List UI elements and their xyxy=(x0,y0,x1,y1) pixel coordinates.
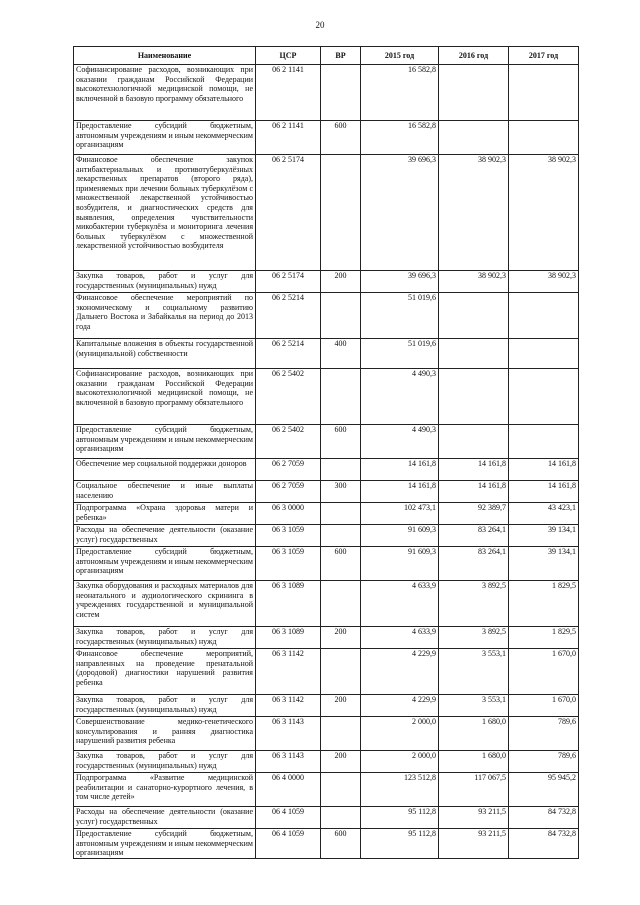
table-row xyxy=(74,751,579,773)
cell-y2017: 789,6 xyxy=(509,717,579,751)
cell-y2016: 92 389,7 xyxy=(439,503,509,525)
cell-y2015: 39 696,3 xyxy=(361,155,439,271)
cell-y2016: 3 892,5 xyxy=(439,581,509,627)
cell-csr: 06 3 1143 xyxy=(256,717,321,751)
cell-name: Закупка товаров, работ и услуг для государственных (муниципальных) нужд xyxy=(74,627,256,649)
header-2016: 2016 год xyxy=(439,47,509,65)
cell-y2017: 1 829,5 xyxy=(509,627,579,649)
cell-y2017 xyxy=(509,425,579,459)
cell-csr: 06 2 1141 xyxy=(256,121,321,155)
header-name: Наименование xyxy=(74,47,256,65)
table-row xyxy=(74,717,579,751)
cell-y2015: 123 512,8 xyxy=(361,773,439,807)
table-row xyxy=(74,581,579,627)
cell-vr: 200 xyxy=(321,271,361,293)
cell-csr: 06 3 1142 xyxy=(256,649,321,695)
cell-name: Подпрограмма «Охрана здоровья матери и ребенка» xyxy=(74,503,256,525)
table-row xyxy=(74,807,579,829)
cell-y2017: 84 732,8 xyxy=(509,807,579,829)
cell-y2016: 83 264,1 xyxy=(439,525,509,547)
cell-y2016 xyxy=(439,121,509,155)
cell-y2016: 14 161,8 xyxy=(439,481,509,503)
cell-csr: 06 2 5214 xyxy=(256,293,321,339)
cell-name: Закупка оборудования и расходных материалов для неонатального и аудиологического скрининга в учреждениях государственной и муниципальной систем xyxy=(74,581,256,627)
cell-y2017 xyxy=(509,65,579,121)
cell-y2016 xyxy=(439,65,509,121)
cell-y2016: 117 067,5 xyxy=(439,773,509,807)
cell-name: Софинансирование расходов, возникающих при оказании гражданам Российской Федерации высокотехнологичной медицинской помощи, не включенной в базовую программу обязательного xyxy=(74,65,256,121)
cell-csr: 06 3 1142 xyxy=(256,695,321,717)
table-row xyxy=(74,649,579,695)
table-row xyxy=(74,773,579,807)
cell-vr xyxy=(321,369,361,425)
cell-vr xyxy=(321,459,361,481)
cell-name: Предоставление субсидий бюджетным, автономным учреждениям и иным некоммерческим организациям xyxy=(74,121,256,155)
table-row xyxy=(74,271,579,293)
cell-y2015: 14 161,8 xyxy=(361,459,439,481)
table-row xyxy=(74,547,579,581)
cell-y2015: 4 229,9 xyxy=(361,695,439,717)
cell-name: Закупка товаров, работ и услуг для государственных (муниципальных) нужд xyxy=(74,695,256,717)
cell-csr: 06 4 1059 xyxy=(256,829,321,859)
cell-y2017: 1 670,0 xyxy=(509,695,579,717)
cell-vr: 600 xyxy=(321,121,361,155)
cell-y2016: 93 211,5 xyxy=(439,807,509,829)
cell-csr: 06 3 0000 xyxy=(256,503,321,525)
cell-y2017: 95 945,2 xyxy=(509,773,579,807)
cell-vr: 600 xyxy=(321,425,361,459)
cell-name: Закупка товаров, работ и услуг для государственных (муниципальных) нужд xyxy=(74,751,256,773)
cell-csr: 06 2 5174 xyxy=(256,271,321,293)
cell-y2016: 1 680,0 xyxy=(439,717,509,751)
cell-name: Софинансирование расходов, возникающих при оказании гражданам Российской Федерации высокотехнологичной медицинской помощи, не включенной в базовую программу обязательного xyxy=(74,369,256,425)
cell-csr: 06 3 1143 xyxy=(256,751,321,773)
cell-csr: 06 4 1059 xyxy=(256,807,321,829)
cell-y2017: 14 161,8 xyxy=(509,481,579,503)
cell-y2016: 3 553,1 xyxy=(439,649,509,695)
table-row xyxy=(74,829,579,859)
cell-vr xyxy=(321,65,361,121)
cell-y2017: 39 134,1 xyxy=(509,547,579,581)
cell-y2017: 84 732,8 xyxy=(509,829,579,859)
cell-y2016 xyxy=(439,369,509,425)
table-row xyxy=(74,65,579,121)
cell-y2017: 39 134,1 xyxy=(509,525,579,547)
cell-vr xyxy=(321,525,361,547)
cell-name: Расходы на обеспечение деятельности (оказание услуг) государственных xyxy=(74,525,256,547)
table-row xyxy=(74,339,579,369)
cell-y2017 xyxy=(509,339,579,369)
budget-table xyxy=(73,46,579,859)
cell-vr: 200 xyxy=(321,695,361,717)
table-row xyxy=(74,627,579,649)
cell-y2015: 4 229,9 xyxy=(361,649,439,695)
cell-y2016: 83 264,1 xyxy=(439,547,509,581)
cell-csr: 06 2 5214 xyxy=(256,339,321,369)
cell-csr: 06 2 5402 xyxy=(256,369,321,425)
cell-y2015: 4 490,3 xyxy=(361,425,439,459)
table-header-row xyxy=(74,47,579,65)
table-row xyxy=(74,293,579,339)
cell-y2017: 1 670,0 xyxy=(509,649,579,695)
cell-vr: 600 xyxy=(321,829,361,859)
cell-csr: 06 2 7059 xyxy=(256,481,321,503)
cell-y2015: 91 609,3 xyxy=(361,525,439,547)
table-row xyxy=(74,459,579,481)
table-row xyxy=(74,425,579,459)
cell-vr xyxy=(321,503,361,525)
cell-y2015: 16 582,8 xyxy=(361,121,439,155)
cell-y2016: 3 892,5 xyxy=(439,627,509,649)
cell-y2016: 1 680,0 xyxy=(439,751,509,773)
cell-y2015: 91 609,3 xyxy=(361,547,439,581)
cell-y2015: 95 112,8 xyxy=(361,807,439,829)
cell-y2016 xyxy=(439,425,509,459)
cell-y2017 xyxy=(509,121,579,155)
cell-name: Финансовое обеспечение мероприятий, направленных на проведение пренатальной (дородовой) диагностики нарушений развития ребенка xyxy=(74,649,256,695)
cell-vr xyxy=(321,581,361,627)
cell-y2017: 14 161,8 xyxy=(509,459,579,481)
cell-name: Капитальные вложения в объекты государственной (муниципальной) собственности xyxy=(74,339,256,369)
cell-csr: 06 2 1141 xyxy=(256,65,321,121)
cell-name: Закупка товаров, работ и услуг для государственных (муниципальных) нужд xyxy=(74,271,256,293)
cell-csr: 06 3 1059 xyxy=(256,547,321,581)
cell-y2015: 14 161,8 xyxy=(361,481,439,503)
cell-vr xyxy=(321,649,361,695)
cell-y2015: 102 473,1 xyxy=(361,503,439,525)
cell-name: Совершенствование медико-генетического консультирования и ранняя диагностика нарушений развития ребенка xyxy=(74,717,256,751)
cell-y2017: 38 902,3 xyxy=(509,155,579,271)
cell-y2015: 4 490,3 xyxy=(361,369,439,425)
cell-vr xyxy=(321,773,361,807)
cell-csr: 06 2 7059 xyxy=(256,459,321,481)
cell-csr: 06 4 0000 xyxy=(256,773,321,807)
cell-vr: 200 xyxy=(321,751,361,773)
cell-vr: 200 xyxy=(321,627,361,649)
table-row xyxy=(74,503,579,525)
cell-csr: 06 3 1059 xyxy=(256,525,321,547)
cell-name: Социальное обеспечение и иные выплаты населению xyxy=(74,481,256,503)
cell-y2015: 39 696,3 xyxy=(361,271,439,293)
table-row xyxy=(74,121,579,155)
cell-vr: 400 xyxy=(321,339,361,369)
cell-vr xyxy=(321,293,361,339)
table-row xyxy=(74,525,579,547)
cell-name: Расходы на обеспечение деятельности (оказание услуг) государственных xyxy=(74,807,256,829)
cell-y2015: 4 633,9 xyxy=(361,627,439,649)
cell-csr: 06 3 1089 xyxy=(256,627,321,649)
cell-y2016 xyxy=(439,293,509,339)
cell-vr: 600 xyxy=(321,547,361,581)
cell-y2016: 38 902,3 xyxy=(439,155,509,271)
table-row xyxy=(74,369,579,425)
cell-y2017: 38 902,3 xyxy=(509,271,579,293)
cell-vr xyxy=(321,155,361,271)
cell-csr: 06 3 1089 xyxy=(256,581,321,627)
cell-csr: 06 2 5402 xyxy=(256,425,321,459)
cell-y2015: 51 019,6 xyxy=(361,293,439,339)
cell-y2015: 51 019,6 xyxy=(361,339,439,369)
cell-vr: 300 xyxy=(321,481,361,503)
cell-y2016: 14 161,8 xyxy=(439,459,509,481)
cell-name: Предоставление субсидий бюджетным, автономным учреждениям и иным некоммерческим организациям xyxy=(74,425,256,459)
cell-vr xyxy=(321,717,361,751)
cell-name: Финансовое обеспечение закупок антибактериальных и противотуберкулёзных лекарственных препаратов (второго ряда), применяемых при лечении больных туберкулёзом с множественной лекарственной устойчивостью возбудителя, и диагностических средств для выявления, определения чувствительности микобактерии туберкулёза и мониторинга лечения больных туберкулёзом с множественной лекарственной устойчивостью возбудителя xyxy=(74,155,256,271)
cell-y2016: 3 553,1 xyxy=(439,695,509,717)
cell-y2015: 2 000,0 xyxy=(361,751,439,773)
cell-name: Предоставление субсидий бюджетным, автономным учреждениям и иным некоммерческим организациям xyxy=(74,547,256,581)
cell-name: Подпрограмма «Развитие медицинской реабилитации и санаторно-курортного лечения, в том числе детей» xyxy=(74,773,256,807)
header-vr: ВР xyxy=(321,47,361,65)
cell-y2015: 95 112,8 xyxy=(361,829,439,859)
cell-csr: 06 2 5174 xyxy=(256,155,321,271)
cell-y2017 xyxy=(509,293,579,339)
cell-y2016 xyxy=(439,339,509,369)
cell-name: Финансовое обеспечение мероприятий по экономическому и социальному развитию Дальнего Востока и Забайкалья на период до 2013 года xyxy=(74,293,256,339)
header-2015: 2015 год xyxy=(361,47,439,65)
cell-y2017: 789,6 xyxy=(509,751,579,773)
cell-name: Обеспечение мер социальной поддержки доноров xyxy=(74,459,256,481)
table-row xyxy=(74,155,579,271)
cell-y2015: 2 000,0 xyxy=(361,717,439,751)
cell-y2015: 16 582,8 xyxy=(361,65,439,121)
cell-y2016: 93 211,5 xyxy=(439,829,509,859)
cell-vr xyxy=(321,807,361,829)
cell-y2017: 1 829,5 xyxy=(509,581,579,627)
cell-y2017 xyxy=(509,369,579,425)
table-row xyxy=(74,481,579,503)
table-row xyxy=(74,695,579,717)
cell-y2016: 38 902,3 xyxy=(439,271,509,293)
header-2017: 2017 год xyxy=(509,47,579,65)
cell-y2015: 4 633,9 xyxy=(361,581,439,627)
header-csr: ЦСР xyxy=(256,47,321,65)
page-number: 20 xyxy=(315,20,325,30)
cell-name: Предоставление субсидий бюджетным, автономным учреждениям и иным некоммерческим организациям xyxy=(74,829,256,859)
cell-y2017: 43 423,1 xyxy=(509,503,579,525)
